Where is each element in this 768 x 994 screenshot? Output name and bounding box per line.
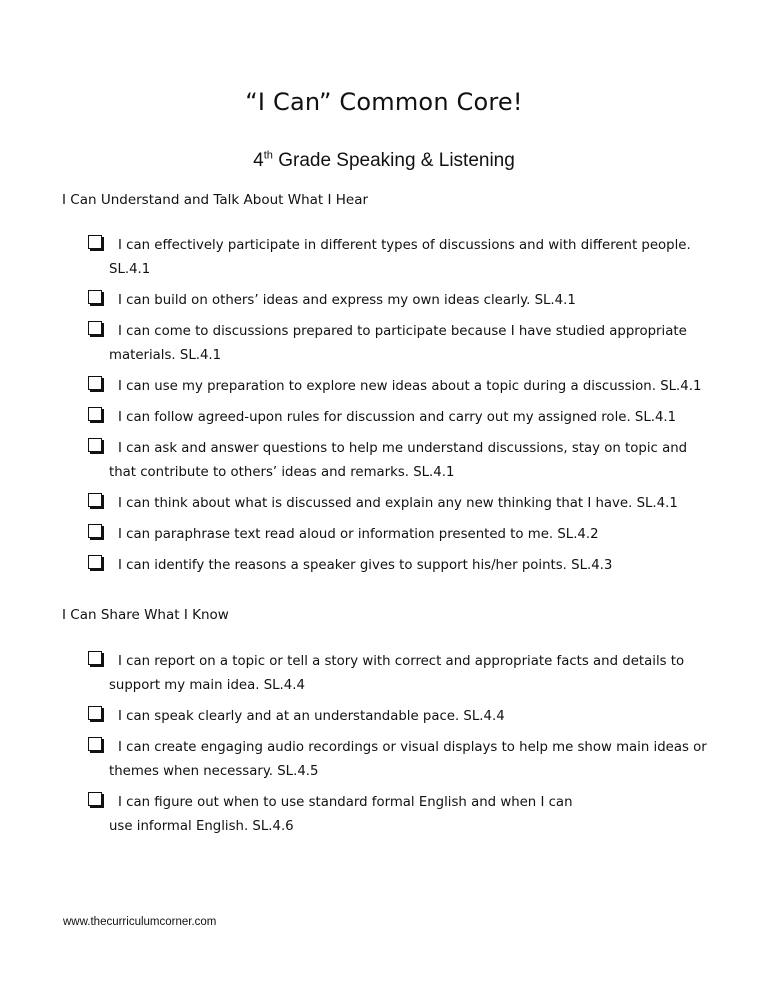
checklist-item: I can use my preparation to explore new ideas about a topic during a discussion. SL.4.1 [88, 375, 718, 399]
checklist-item: I can create engaging audio recordings or visual displays to help me show main ideas or themes when necessary. SL.4.5 [88, 736, 718, 784]
checklist-item: I can think about what is discussed and explain any new thinking that I have. SL.4.1 [88, 492, 718, 516]
grade-suffix: th [263, 149, 273, 162]
checklist-item: I can effectively participate in different types of discussions and with different people. SL.4.1 [88, 234, 718, 282]
page-subtitle [0, 150, 768, 172]
checklist-item: I can follow agreed-upon rules for discussion and carry out my assigned role. SL.4.1 [88, 406, 718, 430]
checklist-item: I can identify the reasons a speaker gives to support his/her points. SL.4.3 [88, 554, 718, 578]
checklist-share [88, 650, 718, 839]
checkbox[interactable] [88, 651, 102, 665]
checklist-item: I can figure out when to use standard formal English and when I can use informal English. SL.4.6 [88, 791, 579, 839]
checklist-item: I can paraphrase text read aloud or information presented to me. SL.4.2 [88, 523, 718, 547]
checklist-item: I can build on others’ ideas and express my own ideas clearly. SL.4.1 [88, 289, 718, 313]
checkbox[interactable] [88, 792, 102, 806]
checkbox[interactable] [88, 235, 102, 249]
checkbox[interactable] [88, 407, 102, 421]
footer-url: www.thecurriculumcorner.com [63, 916, 217, 928]
section-heading-understand: I Can Understand and Talk About What I Hear [62, 192, 369, 208]
checkbox[interactable] [88, 438, 102, 452]
checkbox[interactable] [88, 290, 102, 304]
page-title: “I Can” Common Core! [245, 88, 523, 116]
subtitle-text: Grade Speaking & Listening [272, 150, 515, 171]
checkbox[interactable] [88, 376, 102, 390]
checklist-item: I can speak clearly and at an understandable pace. SL.4.4 [88, 705, 718, 729]
checklist-item: I can come to discussions prepared to participate because I have studied appropriate materials. SL.4.1 [88, 320, 718, 368]
section-heading-share: I Can Share What I Know [62, 607, 229, 623]
checklist-item: I can ask and answer questions to help me understand discussions, stay on topic and that contribute to others’ ideas and remarks. SL.4.1 [88, 437, 718, 485]
checkbox[interactable] [88, 493, 102, 507]
checkbox[interactable] [88, 737, 102, 751]
checkbox[interactable] [88, 555, 102, 569]
grade-number: 4 [253, 150, 264, 171]
checkbox[interactable] [88, 321, 102, 335]
checkbox[interactable] [88, 524, 102, 538]
checklist-item: I can report on a topic or tell a story with correct and appropriate facts and details to support my main idea. SL.4.4 [88, 650, 718, 698]
checkbox[interactable] [88, 706, 102, 720]
checklist-understand [88, 234, 718, 578]
